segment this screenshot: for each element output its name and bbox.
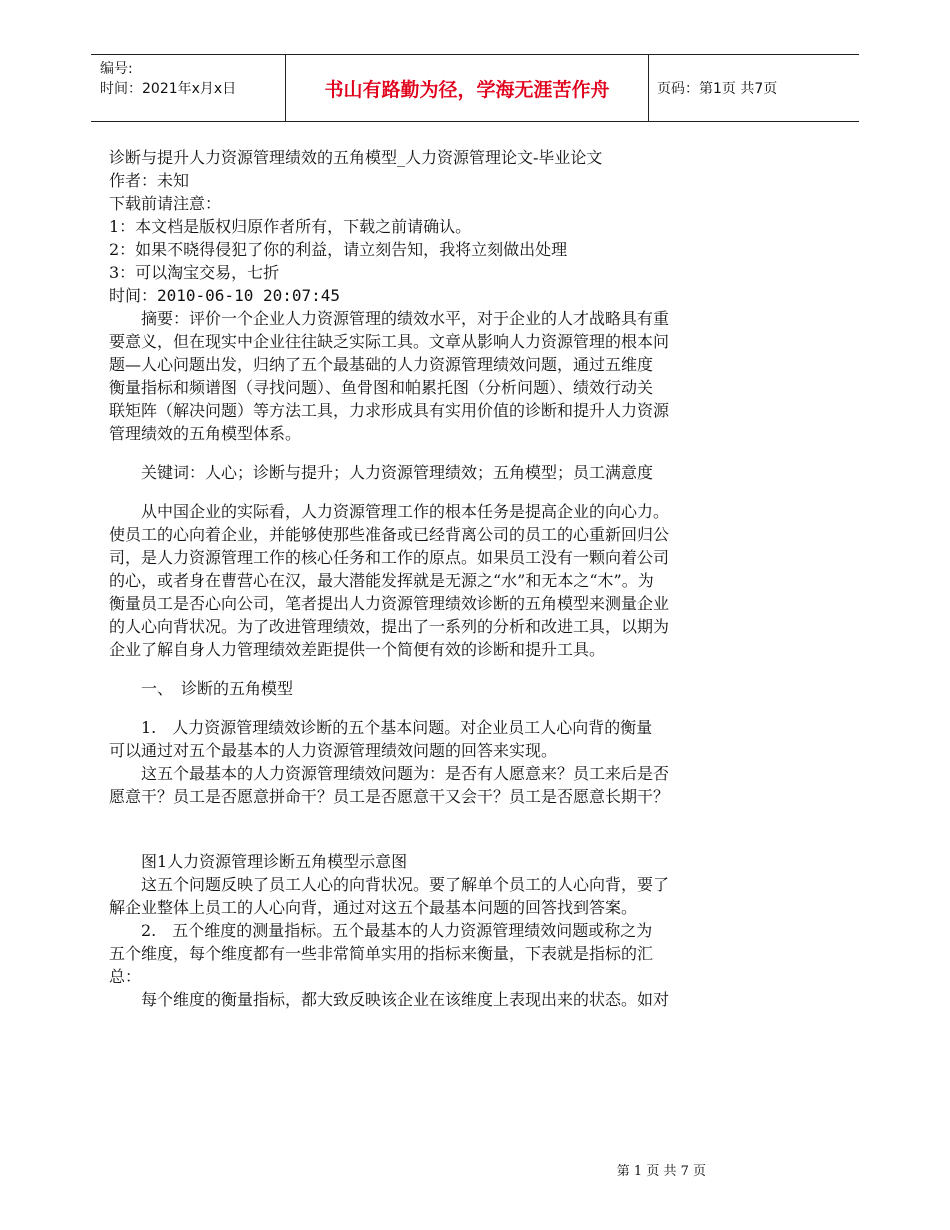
serial-label: 编号: [100,61,133,77]
point1-line: 1. 人力资源管理绩效诊断的五个基本问题。对企业员工人心向背的衡量 [109,718,653,737]
abstract-line: 衡量指标和频谱图（寻找问题）、鱼骨图和帕累托图（分析问题）、绩效行动关 [109,378,654,397]
point1-line: 这五个最基本的人力资源管理绩效问题为：是否有人愿意来？员工来后是否 [109,764,670,783]
notice-item: 3：可以淘宝交易，七折 [109,263,280,282]
notice-item: 2：如果不晓得侵犯了你的利益，请立刻告知，我将立刻做出处理 [109,240,568,259]
header-page-info: 页码：第1页 共7页 [657,81,778,97]
article-author: 作者：未知 [109,171,190,190]
keywords: 关键词：人心；诊断与提升；人力资源管理绩效；五角模型；员工满意度 [109,463,654,482]
body-line: 这五个问题反映了员工人心的向背状况。要了解单个员工的人心向背，要了 [109,875,670,894]
header-motto: 书山有路勤为径，学海无涯苦作舟 [285,55,649,121]
time-label: 时间：2021年x月x日 [100,81,237,97]
abstract-line: 题—人心问题出发，归纳了五个最基础的人力资源管理绩效问题，通过五维度 [109,355,654,374]
body-line: 每个维度的衡量指标，都大致反映该企业在该维度上表现出来的状态。如对 [109,990,670,1009]
point1-line: 可以通过对五个最基本的人力资源管理绩效问题的回答来实现。 [109,741,558,760]
intro-line: 企业了解自身人力管理绩效差距提供一个简便有效的诊断和提升工具。 [109,640,606,659]
article-body [109,146,769,1011]
page-header [91,54,859,122]
notice-title: 下载前请注意： [109,194,222,213]
intro-line: 衡量员工是否心向公司，笔者提出人力资源管理绩效诊断的五角模型来测量企业 [109,594,670,613]
notice-item: 1：本文档是版权归原作者所有，下载之前请确认。 [109,217,472,236]
footer-page-number: 第 1 页 共 7 页 [616,1164,706,1179]
intro-line: 司，是人力资源管理工作的核心任务和工作的原点。如果员工没有一颗向着公司 [109,548,670,567]
body-line: 2. 五个维度的测量指标。五个最基本的人力资源管理绩效问题或称之为 [109,921,653,940]
header-left [100,59,236,99]
article-timestamp: 时间：2010-06-10 20:07:45 [109,286,341,305]
intro-line: 的人心向背状况。为了改进管理绩效，提出了一系列的分析和改进工具，以期为 [109,617,670,636]
body-line: 五个维度，每个维度都有一些非常简单实用的指标来衡量，下表就是指标的汇 [109,944,654,963]
abstract-line: 联矩阵（解决问题）等方法工具，力求形成具有实用价值的诊断和提升人力资源 [109,401,670,420]
intro-line: 的心，或者身在曹营心在汉，最大潜能发挥就是无源之“水”和无本之“木”。为 [109,571,654,590]
intro-line: 从中国企业的实际看，人力资源管理工作的根本任务是提高企业的向心力。 [109,502,670,521]
body-line: 总： [109,967,142,986]
abstract-line: 要意义，但在现实中企业往往缺乏实际工具。文章从影响人力资源管理的根本问 [109,332,670,351]
intro-line: 使员工的心向着企业，并能够使那些准备或已经背离公司的员工的心重新回归公 [109,525,670,544]
article-title: 诊断与提升人力资源管理绩效的五角模型_人力资源管理论文-毕业论文 [109,148,603,167]
point1-line: 愿意干？员工是否愿意拼命干？员工是否愿意干又会干？员工是否愿意长期干？ [109,787,670,806]
figure-caption: 图1人力资源管理诊断五角模型示意图 [109,852,408,871]
body-line: 解企业整体上员工的人心向背，通过对这五个最基本问题的回答找到答案。 [109,898,638,917]
abstract-line: 管理绩效的五角模型体系。 [109,424,302,443]
abstract-line: 摘要：评价一个企业人力资源管理的绩效水平，对于企业的人才战略具有重 [109,309,670,328]
section-heading: 一、 诊断的五角模型 [109,679,294,698]
